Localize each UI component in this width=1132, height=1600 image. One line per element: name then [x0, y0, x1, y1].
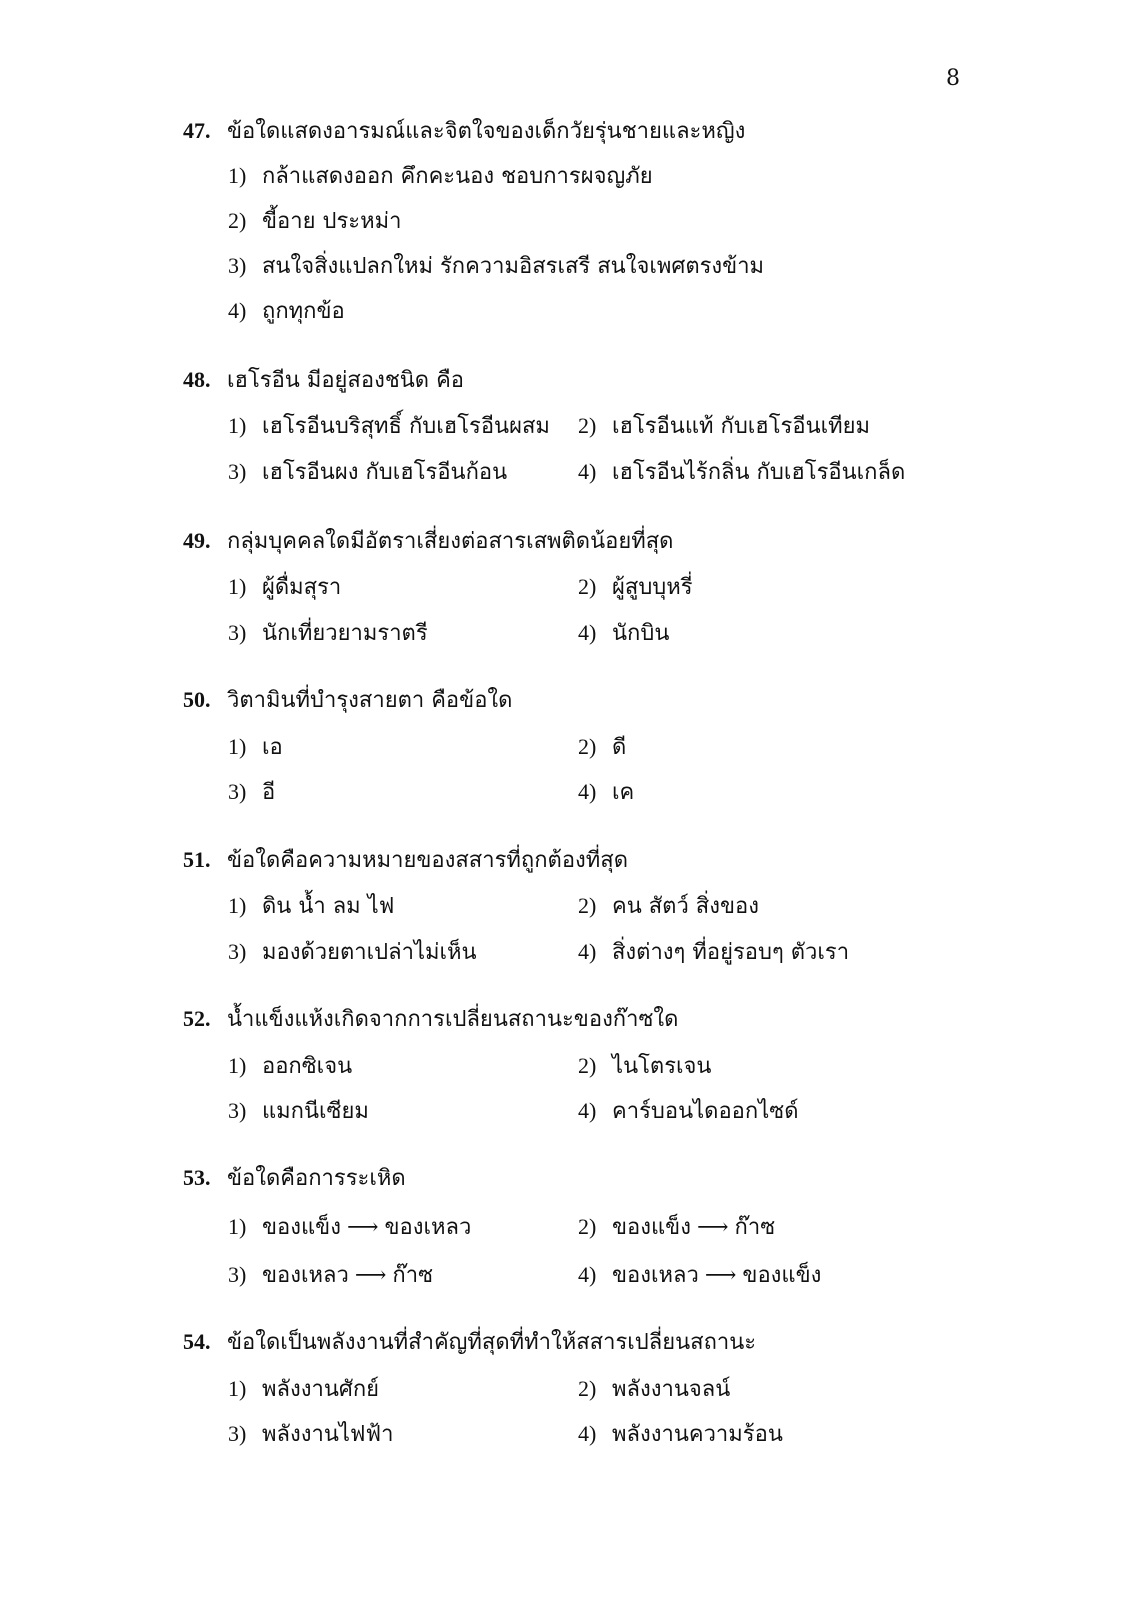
- option-1: [228, 732, 283, 763]
- option-2: [578, 572, 693, 603]
- question-number: 52.: [183, 1006, 211, 1031]
- option-text: เฮโรอีนไร้กลิ่น กับเฮโรอีนเกล็ด: [612, 460, 906, 485]
- option-from: ของเหลว: [262, 1263, 349, 1288]
- option-4: [578, 1096, 798, 1127]
- option-number: 2): [578, 1053, 597, 1078]
- question-number: 53.: [183, 1165, 211, 1190]
- option-number: 4): [578, 939, 597, 964]
- option-from: ของแข็ง: [612, 1215, 691, 1240]
- option-3: [228, 937, 477, 968]
- option-text: เฮโรอีนผง กับเฮโรอีนก้อน: [262, 460, 508, 485]
- option-text: นักเที่ยวยามราตรี: [262, 621, 428, 646]
- option-3: [228, 618, 428, 649]
- question-text: ข้อใดเป็นพลังงานที่สำคัญที่สุดที่ทำให้สสารเปลี่ยนสถานะ: [227, 1330, 757, 1355]
- option-1: [228, 411, 550, 442]
- option-2: [578, 732, 626, 763]
- option-2: [578, 1051, 711, 1082]
- question-number: 48.: [183, 367, 211, 392]
- question-number: 50.: [183, 687, 211, 712]
- question-number: 47.: [183, 118, 211, 143]
- option-4: [578, 618, 669, 649]
- right-arrow-icon: ⟶: [696, 1215, 729, 1240]
- option-number: 3): [228, 779, 247, 804]
- question-48: [183, 365, 1063, 485]
- question-text: กลุ่มบุคคลใดมีอัตราเสี่ยงต่อสารเสพติดน้อยที่สุด: [227, 529, 674, 554]
- option-number: 3): [228, 620, 247, 645]
- option-number: 1): [228, 1053, 247, 1078]
- option-4: [578, 1260, 821, 1291]
- option-3: [228, 1419, 393, 1450]
- question-50: [183, 685, 1063, 805]
- question-number: 51.: [183, 847, 211, 872]
- option-text: คาร์บอนไดออกไซด์: [612, 1099, 799, 1124]
- option-from: ของเหลว: [612, 1263, 699, 1288]
- option-2: [578, 891, 759, 922]
- option-number: 4): [578, 459, 597, 484]
- option-text: อี: [262, 780, 276, 805]
- option-2: [228, 206, 401, 237]
- option-number: 1): [228, 893, 247, 918]
- option-text: ดี: [612, 735, 627, 760]
- question-52: [183, 1004, 1063, 1124]
- question-text: น้ำแข็งแห้งเกิดจากการเปลี่ยนสถานะของก๊าซใด: [227, 1007, 679, 1032]
- option-3: [228, 777, 275, 808]
- option-3: [228, 251, 764, 282]
- option-text: ผู้ดื่มสุรา: [262, 575, 342, 600]
- option-1: [228, 1051, 352, 1082]
- option-text: พลังงานความร้อน: [612, 1422, 783, 1447]
- question-stem: [183, 116, 1063, 147]
- option-text: แมกนีเซียม: [262, 1099, 369, 1124]
- option-number: 2): [578, 734, 597, 759]
- option-text: เอ: [262, 735, 283, 760]
- option-text: พลังงานศักย์: [262, 1377, 380, 1402]
- option-number: 1): [228, 1214, 247, 1239]
- option-number: 3): [228, 253, 247, 278]
- option-text: สิ่งต่างๆ ที่อยู่รอบๆ ตัวเรา: [612, 940, 850, 965]
- option-number: 1): [228, 574, 247, 599]
- option-number: 3): [228, 1262, 247, 1287]
- question-stem: [183, 526, 1063, 557]
- option-number: 4): [578, 620, 597, 645]
- option-4: [578, 457, 905, 488]
- option-3: [228, 457, 507, 488]
- option-1: [228, 161, 653, 192]
- option-text: ถูกทุกข้อ: [262, 299, 345, 324]
- option-text: ขี้อาย ประหม่า: [262, 209, 402, 234]
- option-to: ก๊าซ: [392, 1263, 434, 1288]
- option-text: สนใจสิ่งแปลกใหม่ รักความอิสรเสรี สนใจเพศตรงข้าม: [262, 254, 765, 279]
- option-number: 2): [578, 1376, 597, 1401]
- question-text: วิตามินที่บำรุงสายตา คือข้อใด: [227, 688, 513, 713]
- option-1: [228, 1374, 379, 1405]
- option-to: ก๊าซ: [734, 1215, 776, 1240]
- question-54: [183, 1327, 1063, 1447]
- option-text: คน สัตว์ สิ่งของ: [612, 894, 759, 919]
- right-arrow-icon: ⟶: [354, 1263, 387, 1288]
- option-text: พลังงานไฟฟ้า: [262, 1422, 394, 1447]
- question-text: ข้อใดคือการระเหิด: [227, 1166, 406, 1191]
- option-4: [578, 1419, 783, 1450]
- page-number: 8: [946, 66, 960, 91]
- question-stem: [183, 845, 1063, 876]
- option-text: ดิน น้ำ ลม ไฟ: [262, 894, 395, 919]
- option-number: 3): [228, 459, 247, 484]
- right-arrow-icon: ⟶: [704, 1263, 737, 1288]
- option-text: พลังงานจลน์: [612, 1377, 731, 1402]
- right-arrow-icon: ⟶: [346, 1215, 379, 1240]
- option-text: เฮโรอีนแท้ กับเฮโรอีนเทียม: [612, 414, 871, 439]
- question-stem: [183, 1163, 1063, 1194]
- option-text: เค: [612, 780, 635, 805]
- option-from: ของแข็ง: [262, 1215, 341, 1240]
- option-4: [228, 296, 345, 327]
- question-stem: [183, 685, 1063, 716]
- question-53: [183, 1163, 1063, 1288]
- option-to: ของเหลว: [384, 1215, 472, 1240]
- option-number: 2): [578, 893, 597, 918]
- option-1: [228, 1212, 471, 1243]
- option-number: 3): [228, 939, 247, 964]
- option-number: 2): [578, 413, 597, 438]
- question-text: ข้อใดคือความหมายของสสารที่ถูกต้องที่สุด: [227, 848, 629, 873]
- option-number: 1): [228, 1376, 247, 1401]
- option-text: ออกซิเจน: [262, 1054, 353, 1079]
- question-text: ข้อใดแสดงอารมณ์และจิตใจของเด็กวัยรุ่นชายและหญิง: [227, 119, 746, 144]
- option-text: เฮโรอีนบริสุทธิ์ กับเฮโรอีนผสม: [262, 414, 550, 439]
- question-stem: [183, 1327, 1063, 1358]
- option-number: 2): [578, 574, 597, 599]
- option-number: 4): [228, 298, 247, 323]
- option-number: 2): [228, 208, 247, 233]
- option-2: [578, 1212, 775, 1243]
- option-4: [578, 777, 634, 808]
- question-stem: [183, 365, 1063, 396]
- option-number: 3): [228, 1421, 247, 1446]
- option-number: 1): [228, 163, 247, 188]
- option-4: [578, 937, 849, 968]
- option-number: 4): [578, 1262, 597, 1287]
- option-3: [228, 1096, 369, 1127]
- option-1: [228, 572, 341, 603]
- question-stem: [183, 1004, 1063, 1035]
- option-number: 4): [578, 1421, 597, 1446]
- question-text: เฮโรอีน มีอยู่สองชนิด คือ: [227, 368, 464, 393]
- option-number: 1): [228, 413, 247, 438]
- option-text: มองด้วยตาเปล่าไม่เห็น: [262, 940, 477, 965]
- option-3: [228, 1260, 433, 1291]
- option-1: [228, 891, 394, 922]
- option-2: [578, 411, 870, 442]
- question-51: [183, 845, 1063, 965]
- question-49: [183, 526, 1063, 646]
- option-number: 4): [578, 779, 597, 804]
- question-number: 54.: [183, 1329, 211, 1354]
- option-text: กล้าแสดงออก คึกคะนอง ชอบการผจญภัย: [262, 164, 653, 189]
- option-to: ของแข็ง: [742, 1263, 822, 1288]
- option-number: 2): [578, 1214, 597, 1239]
- option-2: [578, 1374, 730, 1405]
- option-text: นักบิน: [612, 621, 670, 646]
- question-number: 49.: [183, 528, 211, 553]
- option-number: 4): [578, 1098, 597, 1123]
- option-text: ไนโตรเจน: [612, 1054, 712, 1079]
- option-number: 1): [228, 734, 247, 759]
- question-47: [183, 116, 1063, 324]
- option-number: 3): [228, 1098, 247, 1123]
- option-text: ผู้สูบบุหรี่: [612, 575, 693, 600]
